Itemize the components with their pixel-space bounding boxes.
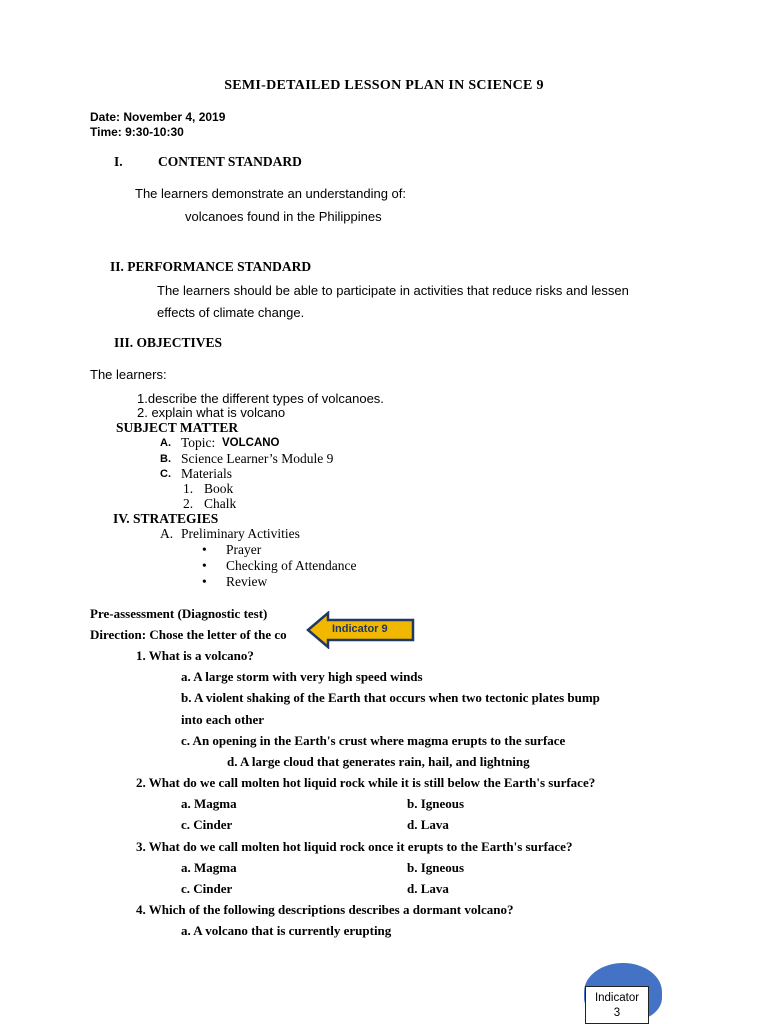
list-letter: A. [160, 526, 174, 541]
bullet-item: • Prayer [226, 542, 261, 558]
material-item: Book [204, 481, 234, 496]
module-text: Science Learner’s Module 9 [181, 451, 334, 466]
answer-option: d. Lava [407, 817, 449, 832]
answer-option: d. A large cloud that generates rain, hail, and lightning [227, 754, 530, 769]
answer-option: a. A large storm with very high speed winds [181, 669, 423, 684]
section-number: I. [114, 154, 123, 169]
content-standard-text: The learners demonstrate an understanding of: [135, 186, 407, 201]
list-letter: B. [160, 453, 171, 465]
indicator-arrow [306, 611, 416, 649]
material-number: 1. [183, 481, 194, 496]
indicator-arrow-label: Indicator 9 [332, 623, 388, 635]
answer-option: a. Magma [181, 860, 237, 875]
answer-option: c. Cinder [181, 881, 233, 896]
bullet-item: • Checking of Attendance [226, 558, 356, 574]
objectives-intro: The learners: [90, 367, 167, 382]
pre-assessment-heading: Pre-assessment (Diagnostic test) [90, 606, 268, 621]
indicator-badge-label: Indicator [594, 992, 640, 1004]
content-standard-text: volcanoes found in the Philippines [185, 209, 382, 224]
bullet-item: • Review [226, 574, 267, 590]
answer-option: into each other [181, 712, 265, 727]
direction-text: Direction: Chose the letter of the co [90, 627, 287, 642]
topic-value: VOLCANO [222, 437, 280, 449]
indicator-badge [585, 986, 649, 1024]
answer-option: b. A violent shaking of the Earth that occurs when two tectonic plates bump [181, 690, 600, 705]
preliminary-activities: Preliminary Activities [181, 526, 300, 541]
objective-item: 2. explain what is volcano [137, 405, 286, 420]
time-line: Time: 9:30-10:30 [90, 125, 184, 139]
answer-option: d. Lava [407, 881, 449, 896]
material-item: Chalk [204, 496, 237, 511]
question: 3. What do we call molten hot liquid rock once it erupts to the Earth's surface? [136, 839, 573, 854]
list-letter: C. [160, 468, 171, 480]
date-line: Date: November 4, 2019 [90, 110, 226, 124]
content-standard-heading: CONTENT STANDARD [158, 154, 302, 169]
objective-item: 1.describe the different types of volcanoes. [137, 391, 384, 406]
topic-label: Topic: [181, 435, 216, 450]
answer-option: c. Cinder [181, 817, 233, 832]
question: 2. What do we call molten hot liquid rock while it is still below the Earth's surface? [136, 775, 596, 790]
indicator-badge-number: 3 [613, 1007, 621, 1019]
objectives-heading: III. OBJECTIVES [114, 335, 223, 350]
answer-option: c. An opening in the Earth's crust where magma erupts to the surface [181, 733, 566, 748]
answer-option: a. A volcano that is currently erupting [181, 923, 392, 938]
page-title: SEMI-DETAILED LESSON PLAN IN SCIENCE 9 [224, 78, 544, 93]
subject-matter-heading: SUBJECT MATTER [116, 420, 239, 435]
performance-standard-heading: II. PERFORMANCE STANDARD [110, 259, 312, 274]
material-number: 2. [183, 496, 194, 511]
answer-option: a. Magma [181, 796, 237, 811]
question: 1. What is a volcano? [136, 648, 254, 663]
answer-option: b. Igneous [407, 860, 465, 875]
performance-standard-text: effects of climate change. [157, 305, 305, 320]
answer-option: b. Igneous [407, 796, 465, 811]
performance-standard-text: The learners should be able to participate in activities that reduce risks and lessen [157, 283, 629, 298]
materials-label: Materials [181, 466, 232, 481]
strategies-heading: IV. STRATEGIES [113, 511, 219, 526]
list-letter: A. [160, 437, 171, 449]
question: 4. Which of the following descriptions describes a dormant volcano? [136, 902, 514, 917]
